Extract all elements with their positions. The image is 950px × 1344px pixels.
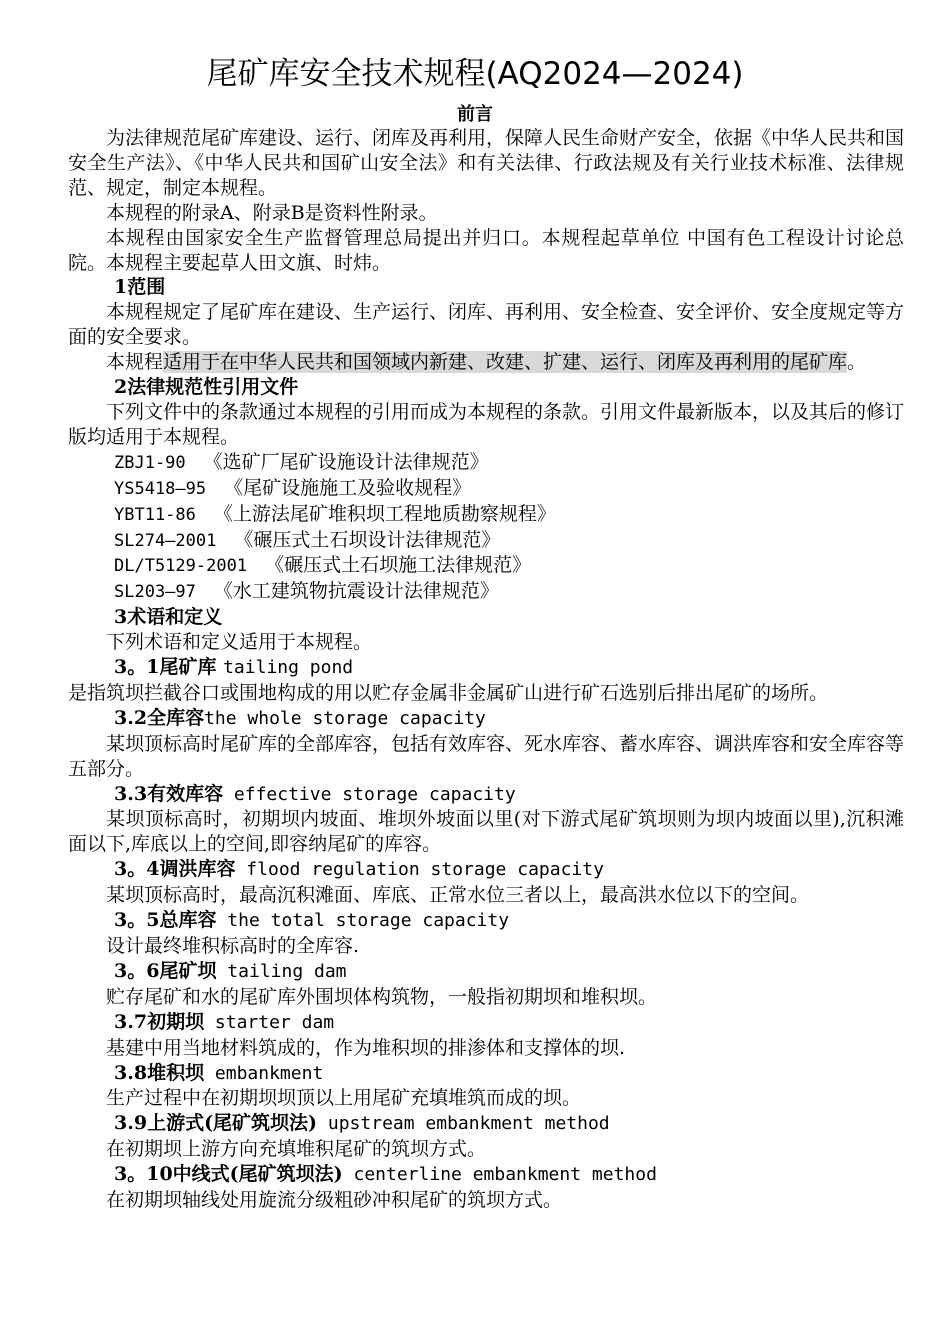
term-heading bbox=[68, 1061, 904, 1087]
scope-paragraph-2 bbox=[68, 350, 904, 375]
term-english: effective storage capacity bbox=[223, 783, 516, 805]
term-heading bbox=[68, 857, 904, 883]
term-heading bbox=[68, 655, 904, 681]
section-terms-heading: 3术语和定义 bbox=[114, 606, 223, 629]
term-name: 尾矿坝 bbox=[159, 959, 217, 982]
reference-item bbox=[68, 502, 904, 528]
term-number: 3.7 bbox=[114, 1010, 148, 1033]
reference-title: 《选矿厂尾矿设施设计法律规范》 bbox=[203, 450, 489, 473]
term-english: centerline embankment method bbox=[342, 1164, 657, 1186]
scope-paragraph-2-prefix: 本规程 bbox=[106, 351, 164, 374]
reference-code: ZBJ1-90 bbox=[114, 452, 186, 473]
term-name: 调洪库容 bbox=[159, 858, 236, 881]
term-heading bbox=[68, 1010, 904, 1036]
term-name: 堆积坝 bbox=[147, 1061, 205, 1084]
term-english: upstream embankment method bbox=[317, 1113, 610, 1135]
term-english: tailing dam bbox=[216, 960, 347, 982]
reference-item bbox=[68, 553, 904, 579]
term-number: 3。4 bbox=[114, 858, 160, 881]
term-name: 中线式(尾矿筑坝法) bbox=[172, 1163, 343, 1186]
term-number: 3.3 bbox=[114, 782, 148, 805]
reference-item bbox=[68, 450, 904, 476]
scope-paragraph-1: 本规程规定了尾矿库在建设、生产运行、闭库、再利用、安全检查、安全评价、安全度规定等方面的安全要求。 bbox=[68, 301, 905, 349]
term-number: 3。10 bbox=[114, 1163, 173, 1186]
term-number: 3.8 bbox=[114, 1061, 148, 1084]
reference-title: 《尾矿设施施工及验收规程》 bbox=[224, 476, 472, 499]
terms-intro: 下列术语和定义适用于本规程。 bbox=[106, 631, 373, 654]
term-heading bbox=[68, 1111, 904, 1137]
refs-intro: 下列文件中的条款通过本规程的引用而成为本规程的条款。引用文件最新版本，以及其后的修订版均适用于本规程。 bbox=[68, 400, 905, 448]
term-name: 初期坝 bbox=[147, 1010, 205, 1033]
term-english: flood regulation storage capacity bbox=[235, 859, 604, 881]
term-name: 总库容 bbox=[159, 909, 217, 932]
term-heading bbox=[68, 1162, 904, 1188]
reference-code: YS5418—95 bbox=[114, 478, 207, 499]
reference-code: YBT11-86 bbox=[114, 504, 196, 525]
section-scope-heading: 1范围 bbox=[114, 276, 166, 299]
reference-item bbox=[68, 476, 904, 502]
section-refs-heading: 2法律规范性引用文件 bbox=[114, 376, 299, 399]
term-number: 3.9 bbox=[114, 1112, 148, 1135]
term-definition: 生产过程中在初期坝坝顶以上用尾矿充填堆筑而成的坝。 bbox=[106, 1087, 582, 1110]
term-number: 3。6 bbox=[114, 959, 160, 982]
term-definition: 某坝顶标高时尾矿库的全部库容，包括有效库容、死水库容、蓄水库容、调洪库容和安全库容等五部分。 bbox=[68, 732, 905, 780]
document-body bbox=[68, 126, 904, 1213]
term-english: tailing pond bbox=[223, 657, 354, 679]
term-heading bbox=[68, 706, 904, 732]
preface-paragraph-1: 为法律规范尾矿库建设、运行、闭库及再利用，保障人民生命财产安全，依据《中华人民共和国安全生产法》、《中华人民共和国矿山安全法》和有关法律、行政法规及有关行业技术标准、法律规范、规定，制定本规程。 bbox=[68, 127, 905, 199]
reference-code: SL274—2001 bbox=[114, 530, 217, 551]
term-definition: 某坝顶标高时，初期坝内坡面、堆坝外坡面以里(对下游式尾矿筑坝则为坝内坡面以里),沉积滩面以下,库底以上的空间,即容纳尾矿的库容。 bbox=[68, 808, 904, 856]
highlighted-text: 适用于在中华人民共和国领域内新建、改建、扩建、运行、闭库及再利用的尾矿库 bbox=[163, 351, 848, 374]
reference-title: 《上游法尾矿堆积坝工程地质勘察规程》 bbox=[213, 502, 556, 525]
reference-title: 《碾压式土石坝施工法律规范》 bbox=[265, 554, 532, 577]
preface-heading: 前言 bbox=[457, 104, 493, 125]
term-heading bbox=[68, 782, 904, 808]
reference-item bbox=[68, 579, 904, 605]
preface-paragraph-2: 本规程的附录A、附录B是资料性附录。 bbox=[106, 201, 438, 224]
term-definition: 在初期坝轴线处用旋流分级粗砂冲积尾矿的筑坝方式。 bbox=[106, 1189, 563, 1212]
term-name: 有效库容 bbox=[147, 782, 224, 805]
reference-code: DL/T5129-2001 bbox=[114, 556, 248, 577]
term-name: 全库容 bbox=[147, 706, 205, 729]
scope-paragraph-2-suffix: 。 bbox=[847, 351, 867, 374]
term-name: 尾矿库 bbox=[159, 656, 217, 679]
term-english: starter dam bbox=[204, 1011, 335, 1033]
term-definition: 是指筑坝拦截谷口或围地构成的用以贮存金属非金属矿山进行矿石选别后排出尾矿的场所。 bbox=[68, 681, 829, 704]
term-number: 3。5 bbox=[114, 909, 160, 932]
term-english: the whole storage capacity bbox=[204, 707, 486, 729]
reference-item bbox=[68, 528, 904, 554]
term-number: 3。1 bbox=[114, 656, 160, 679]
preface-paragraph-3: 本规程由国家安全生产监督管理总局提出并归口。本规程起草单位 中国有色工程设计讨论总院。本规程主要起草人田文旗、时炜。 bbox=[68, 226, 904, 274]
term-definition: 贮存尾矿和水的尾矿库外围坝体构筑物，一般指初期坝和堆积坝。 bbox=[106, 985, 658, 1008]
reference-title: 《碾压式土石坝设计法律规范》 bbox=[234, 528, 501, 551]
term-definition: 基建中用当地材料筑成的，作为堆积坝的排渗体和支撑体的坝. bbox=[106, 1036, 626, 1059]
term-english: the total storage capacity bbox=[216, 910, 510, 932]
term-heading bbox=[68, 908, 904, 934]
term-heading bbox=[68, 959, 904, 985]
term-name: 上游式(尾矿筑坝法) bbox=[147, 1112, 318, 1135]
term-number: 3.2 bbox=[114, 706, 148, 729]
reference-code: SL203—97 bbox=[114, 582, 196, 603]
term-definition: 某坝顶标高时，最高沉积滩面、库底、正常水位三者以上，最高洪水位以下的空间。 bbox=[106, 884, 810, 907]
term-definition: 在初期坝上游方向充填堆积尾矿的筑坝方式。 bbox=[106, 1138, 487, 1161]
term-english: embankment bbox=[204, 1062, 324, 1084]
term-definition: 设计最终堆积标高时的全库容. bbox=[106, 935, 360, 957]
document-title: 尾矿库安全技术规程(AQ2024—2024) bbox=[206, 56, 744, 92]
reference-title: 《水工建筑物抗震设计法律规范》 bbox=[213, 580, 499, 603]
